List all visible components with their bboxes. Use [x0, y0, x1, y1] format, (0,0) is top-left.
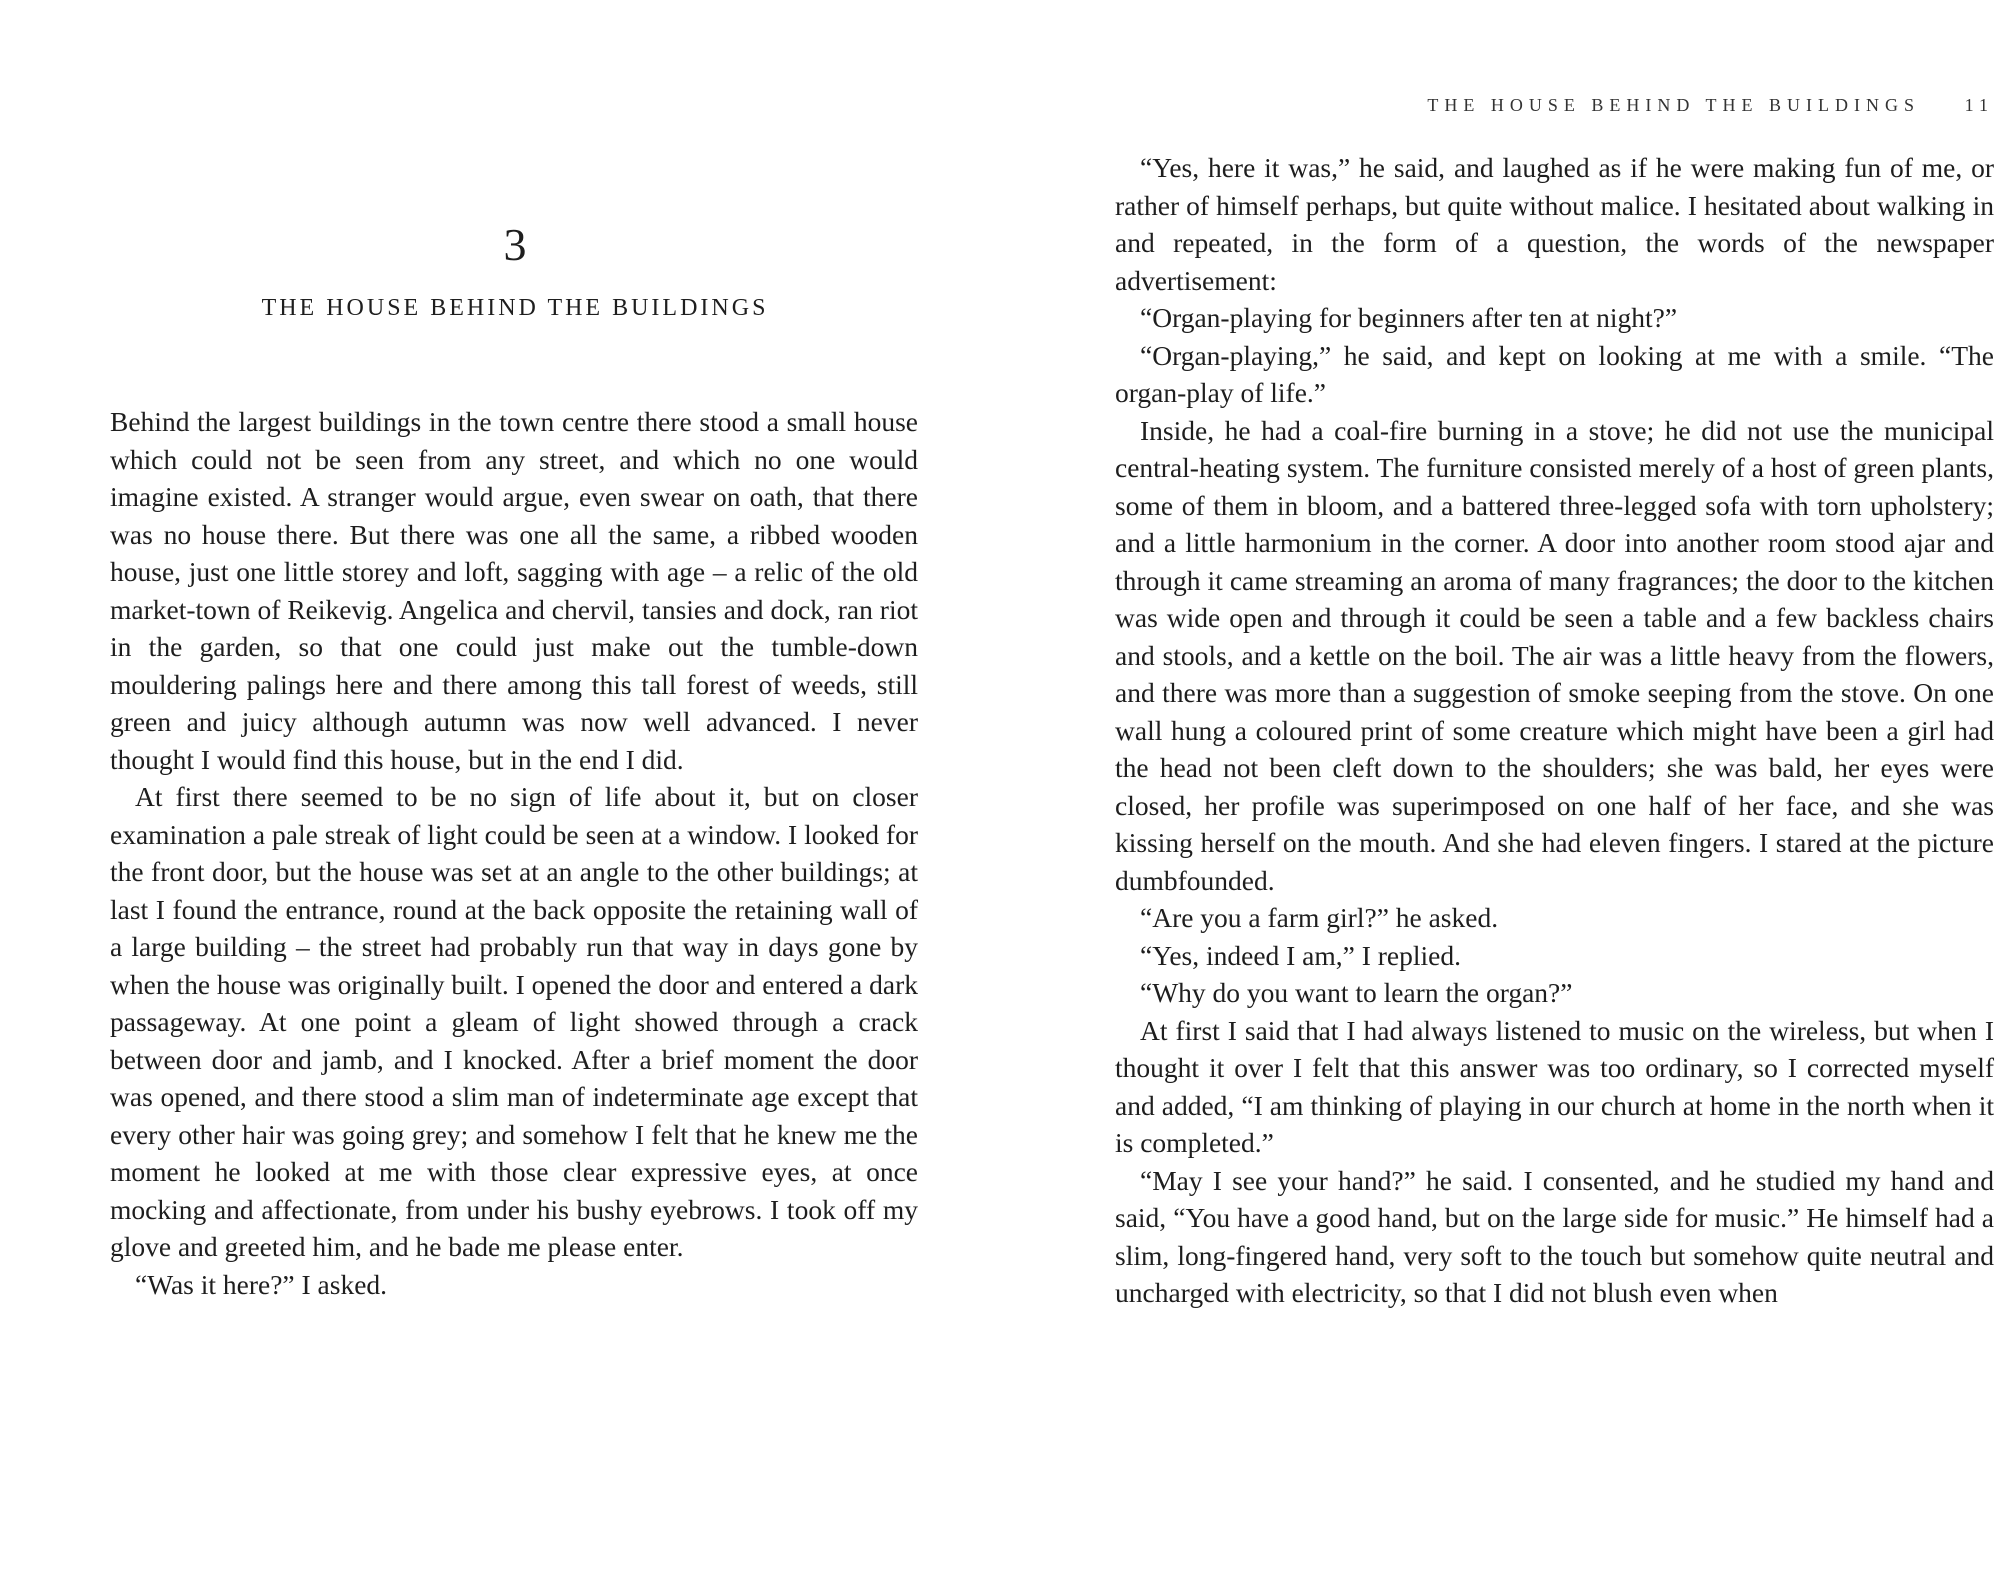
paragraph: Inside, he had a coal-fire burning in a stove; he did not use the municipal central-heating system. The furniture consisted merely of a host of green plants, some of them in bloom, and a battered three-legged sofa with torn upholstery; and a little harmonium in the corner. A door into another room stood ajar and through it came streaming an aroma of many fragrances; the door to the kitchen was wide open and through it could be seen a table and a few backless chairs and stools, and a kettle on the boil. The air was a little heavy from the flowers, and there was more than a suggestion of smoke seeping from the stove. On one wall hung a coloured print of some creature which might have been a girl had the head not been cleft down to the shoulders; she was bald, her eyes were closed, her profile was superimposed on one half of her face, and she was kissing herself on the mouth. And she had eleven fingers. I stared at the picture dumbfounded. — [1115, 414, 1994, 896]
chapter-number: 3 — [503, 219, 527, 270]
paragraph: “Organ-playing,” he said, and kept on looking at me with a smile. “The organ-play of life.” — [1115, 339, 1994, 408]
paragraph: “Yes, indeed I am,” I replied. — [1140, 939, 1461, 971]
paragraph: At first I said that I had always listened to music on the wireless, but when I thought it over I felt that this answer was too ordinary, so I corrected myself and added, “I am thinking of playing in our church at home in the north when it is completed.” — [1115, 1014, 1994, 1158]
paragraph: “Organ-playing for beginners after ten at night?” — [1140, 302, 1678, 333]
left-page-body — [110, 403, 918, 1303]
paragraph: “Was it here?” I asked. — [135, 1268, 388, 1300]
paragraph: “Yes, here it was,” he said, and laughed as if he were making fun of me, or rather of himself perhaps, but quite without malice. I hesitated about walking in and repeated, in the form of a question, the words of the newspaper advertisement: — [1115, 152, 1994, 296]
left-page — [0, 0, 960, 1580]
paragraph: “May I see your hand?” he said. I consented, and he studied my hand and said, “You have a good hand, but on the large side for music.” He himself had a slim, long-fingered hand, very soft to the touch but somehow quite neutral and uncharged with electricity, so that I did not blush even when — [1115, 1164, 1994, 1308]
paragraph: At first there seemed to be no sign of life about it, but on closer examination a pale streak of light could be seen at a window. I looked for the front door, but the house was set at an angle to the other buildings; at last I found the entrance, round at the back opposite the retaining wall of a large building – the street had probably run that way in days gone by when the house was originally built. I opened the door and entered a dark passageway. At one point a gleam of light showed through a crack between door and jamb, and I knocked. After a brief moment the door was opened, and there stood a slim man of indeterminate age except that every other hair was going grey; and somehow I felt that he knew me the moment he looked at me with those clear expressive eyes, at once mocking and affectionate, from under his bushy eyebrows. I took off my glove and greeted him, and he bade me please enter. — [110, 781, 918, 1262]
right-page — [1080, 0, 2000, 1580]
right-page-body — [1115, 149, 1994, 1312]
running-head: THE HOUSE BEHIND THE BUILDINGS — [1427, 95, 1920, 115]
paragraph: Behind the largest buildings in the town centre there stood a small house which could not be seen from any street, and which no one would imagine existed. A stranger would argue, even swear on oath, that there was no house there. But there was one all the same, a ribbed wooden house, just one little storey and loft, sagging with age – a relic of the old market-town of Reikevig. Angelica and chervil, tansies and dock, ran riot in the garden, so that one could just make out the tumble-down mouldering palings here and there among this tall forest of weeds, still green and juicy although autumn was now well advanced. I never thought I would find this house, but in the end I did. — [110, 406, 918, 775]
paragraph: “Why do you want to learn the organ?” — [1140, 977, 1573, 1008]
page-number: 11 — [1964, 95, 1994, 115]
chapter-title: THE HOUSE BEHIND THE BUILDINGS — [261, 295, 769, 321]
paragraph: “Are you a farm girl?” he asked. — [1140, 902, 1499, 933]
